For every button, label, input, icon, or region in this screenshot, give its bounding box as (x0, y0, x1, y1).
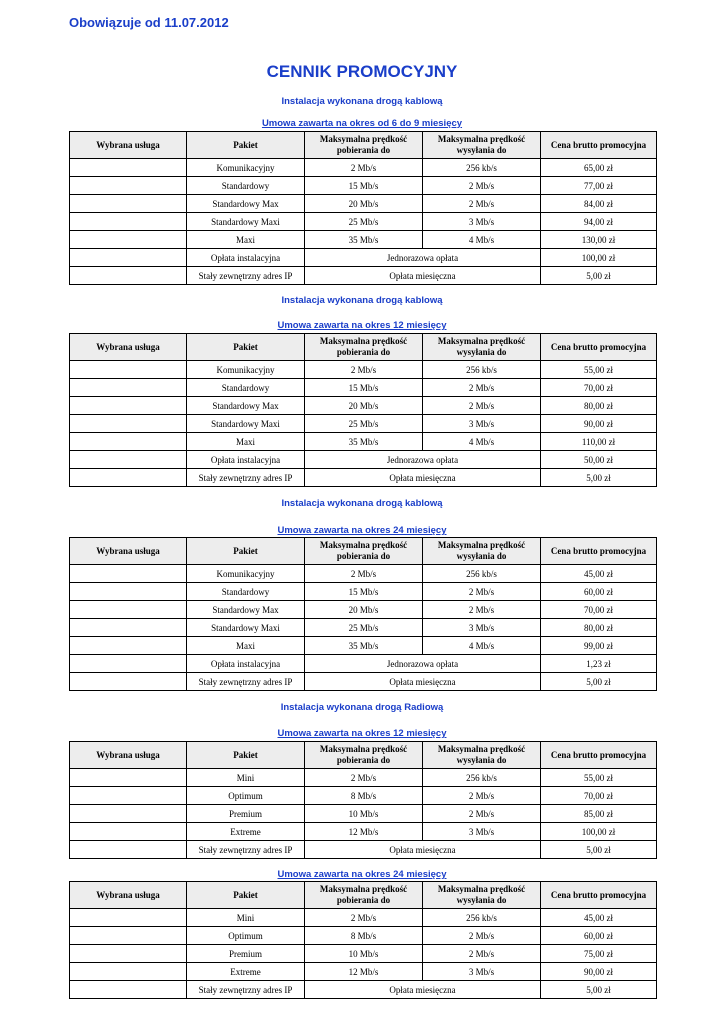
contract-period-heading: Umowa zawarta na okres 12 miesięcy (277, 320, 447, 331)
upload-speed: 256 kb/s (423, 565, 541, 583)
table-row (70, 927, 657, 945)
service-checkbox-cell[interactable] (70, 655, 187, 673)
package-name: Mini (187, 769, 305, 787)
package-name: Standardowy Maxi (187, 415, 305, 433)
package-name: Standardowy Max (187, 397, 305, 415)
table-row (70, 249, 657, 267)
column-header: Maksymalna prędkość wysyłania do (423, 882, 541, 909)
download-speed: 35 Mb/s (305, 433, 423, 451)
package-name: Stały zewnętrzny adres IP (187, 267, 305, 285)
fee-type: Opłata miesięczna (305, 841, 541, 859)
table-row (70, 673, 657, 691)
service-checkbox-cell[interactable] (70, 637, 187, 655)
package-name: Komunikacyjny (187, 361, 305, 379)
package-name: Maxi (187, 231, 305, 249)
contract-period-heading: Umowa zawarta na okres 24 miesięcy (277, 869, 447, 880)
package-name: Optimum (187, 927, 305, 945)
column-header: Maksymalna prędkość wysyłania do (423, 538, 541, 565)
download-speed: 2 Mb/s (305, 565, 423, 583)
promo-price: 70,00 zł (541, 787, 657, 805)
fee-type: Jednorazowa opłata (305, 655, 541, 673)
table-row (70, 195, 657, 213)
download-speed: 25 Mb/s (305, 213, 423, 231)
promo-price: 1,23 zł (541, 655, 657, 673)
service-checkbox-cell[interactable] (70, 823, 187, 841)
table-row (70, 841, 657, 859)
table-row (70, 379, 657, 397)
download-speed: 35 Mb/s (305, 231, 423, 249)
package-name: Maxi (187, 433, 305, 451)
fee-type: Opłata miesięczna (305, 267, 541, 285)
promo-price: 60,00 zł (541, 583, 657, 601)
upload-speed: 2 Mb/s (423, 927, 541, 945)
service-checkbox-cell[interactable] (70, 805, 187, 823)
promo-price: 70,00 zł (541, 379, 657, 397)
service-checkbox-cell[interactable] (70, 787, 187, 805)
upload-speed: 2 Mb/s (423, 397, 541, 415)
upload-speed: 2 Mb/s (423, 177, 541, 195)
contract-period-heading: Umowa zawarta na okres od 6 do 9 miesięcy (261, 118, 463, 129)
download-speed: 15 Mb/s (305, 177, 423, 195)
download-speed: 10 Mb/s (305, 805, 423, 823)
service-checkbox-cell[interactable] (70, 361, 187, 379)
column-header: Cena brutto promocyjna (541, 742, 657, 769)
upload-speed: 2 Mb/s (423, 379, 541, 397)
package-name: Stały zewnętrzny adres IP (187, 469, 305, 487)
installation-heading: Instalacja wykonana drogą kablową (281, 498, 443, 509)
upload-speed: 256 kb/s (423, 361, 541, 379)
table-row (70, 397, 657, 415)
table-row (70, 433, 657, 451)
contract-period-heading: Umowa zawarta na okres 12 miesięcy (277, 728, 447, 739)
table-row (70, 601, 657, 619)
upload-speed: 256 kb/s (423, 769, 541, 787)
column-header: Pakiet (187, 742, 305, 769)
promo-price: 5,00 zł (541, 469, 657, 487)
package-name: Optimum (187, 787, 305, 805)
promo-price: 70,00 zł (541, 601, 657, 619)
effective-date: Obowiązuje od 11.07.2012 (69, 15, 229, 30)
price-table (69, 741, 657, 859)
service-checkbox-cell[interactable] (70, 213, 187, 231)
service-checkbox-cell[interactable] (70, 769, 187, 787)
column-header: Maksymalna prędkość pobierania do (305, 334, 423, 361)
service-checkbox-cell[interactable] (70, 451, 187, 469)
upload-speed: 4 Mb/s (423, 637, 541, 655)
upload-speed: 3 Mb/s (423, 213, 541, 231)
upload-speed: 2 Mb/s (423, 601, 541, 619)
service-checkbox-cell[interactable] (70, 249, 187, 267)
column-header: Maksymalna prędkość pobierania do (305, 742, 423, 769)
service-checkbox-cell[interactable] (70, 565, 187, 583)
promo-price: 50,00 zł (541, 451, 657, 469)
package-name: Premium (187, 805, 305, 823)
column-header: Maksymalna prędkość wysyłania do (423, 742, 541, 769)
upload-speed: 2 Mb/s (423, 787, 541, 805)
package-name: Standardowy (187, 379, 305, 397)
download-speed: 15 Mb/s (305, 379, 423, 397)
package-name: Mini (187, 909, 305, 927)
promo-price: 5,00 zł (541, 267, 657, 285)
service-checkbox-cell[interactable] (70, 673, 187, 691)
table-row (70, 769, 657, 787)
promo-price: 60,00 zł (541, 927, 657, 945)
column-header: Maksymalna prędkość pobierania do (305, 132, 423, 159)
service-checkbox-cell[interactable] (70, 469, 187, 487)
fee-type: Opłata miesięczna (305, 469, 541, 487)
package-name: Stały zewnętrzny adres IP (187, 981, 305, 999)
column-header: Pakiet (187, 538, 305, 565)
upload-speed: 3 Mb/s (423, 619, 541, 637)
promo-price: 45,00 zł (541, 909, 657, 927)
column-header: Pakiet (187, 132, 305, 159)
column-header: Cena brutto promocyjna (541, 334, 657, 361)
promo-price: 110,00 zł (541, 433, 657, 451)
column-header: Pakiet (187, 334, 305, 361)
service-checkbox-cell[interactable] (70, 415, 187, 433)
table-header-row (70, 742, 657, 769)
column-header: Maksymalna prędkość pobierania do (305, 538, 423, 565)
fee-type: Jednorazowa opłata (305, 451, 541, 469)
download-speed: 15 Mb/s (305, 583, 423, 601)
fee-type: Jednorazowa opłata (305, 249, 541, 267)
column-header: Maksymalna prędkość pobierania do (305, 882, 423, 909)
download-speed: 12 Mb/s (305, 963, 423, 981)
table-row (70, 231, 657, 249)
price-table (69, 333, 657, 487)
promo-price: 80,00 zł (541, 397, 657, 415)
package-name: Opłata instalacyjna (187, 655, 305, 673)
table-row (70, 267, 657, 285)
upload-speed: 3 Mb/s (423, 823, 541, 841)
table-row (70, 963, 657, 981)
service-checkbox-cell[interactable] (70, 267, 187, 285)
table-row (70, 655, 657, 673)
promo-price: 94,00 zł (541, 213, 657, 231)
table-row (70, 637, 657, 655)
table-row (70, 361, 657, 379)
table-row (70, 909, 657, 927)
download-speed: 20 Mb/s (305, 601, 423, 619)
service-checkbox-cell[interactable] (70, 177, 187, 195)
column-header: Wybrana usługa (70, 538, 187, 565)
upload-speed: 2 Mb/s (423, 195, 541, 213)
promo-price: 5,00 zł (541, 981, 657, 999)
download-speed: 20 Mb/s (305, 195, 423, 213)
package-name: Standardowy Max (187, 601, 305, 619)
table-row (70, 945, 657, 963)
service-checkbox-cell[interactable] (70, 945, 187, 963)
download-speed: 2 Mb/s (305, 769, 423, 787)
column-header: Wybrana usługa (70, 132, 187, 159)
package-name: Standardowy Maxi (187, 619, 305, 637)
service-checkbox-cell[interactable] (70, 159, 187, 177)
column-header: Pakiet (187, 882, 305, 909)
upload-speed: 4 Mb/s (423, 231, 541, 249)
fee-type: Opłata miesięczna (305, 673, 541, 691)
upload-speed: 2 Mb/s (423, 945, 541, 963)
promo-price: 77,00 zł (541, 177, 657, 195)
service-checkbox-cell[interactable] (70, 397, 187, 415)
installation-heading: Instalacja wykonana drogą kablową (281, 295, 443, 306)
table-row (70, 177, 657, 195)
column-header: Maksymalna prędkość wysyłania do (423, 132, 541, 159)
package-name: Extreme (187, 823, 305, 841)
promo-price: 90,00 zł (541, 415, 657, 433)
table-row (70, 415, 657, 433)
promo-price: 55,00 zł (541, 361, 657, 379)
installation-heading: Instalacja wykonana drogą Radiową (280, 702, 444, 713)
table-row (70, 787, 657, 805)
price-table (69, 881, 657, 999)
package-name: Standardowy (187, 177, 305, 195)
table-row (70, 159, 657, 177)
download-speed: 25 Mb/s (305, 619, 423, 637)
upload-speed: 3 Mb/s (423, 963, 541, 981)
column-header: Maksymalna prędkość wysyłania do (423, 334, 541, 361)
table-row (70, 469, 657, 487)
package-name: Opłata instalacyjna (187, 249, 305, 267)
table-header-row (70, 334, 657, 361)
table-row (70, 619, 657, 637)
promo-price: 100,00 zł (541, 249, 657, 267)
download-speed: 2 Mb/s (305, 159, 423, 177)
column-header: Cena brutto promocyjna (541, 882, 657, 909)
package-name: Opłata instalacyjna (187, 451, 305, 469)
column-header: Wybrana usługa (70, 882, 187, 909)
package-name: Extreme (187, 963, 305, 981)
column-header: Wybrana usługa (70, 742, 187, 769)
table-header-row (70, 538, 657, 565)
upload-speed: 256 kb/s (423, 159, 541, 177)
service-checkbox-cell[interactable] (70, 841, 187, 859)
package-name: Standardowy Maxi (187, 213, 305, 231)
promo-price: 55,00 zł (541, 769, 657, 787)
service-checkbox-cell[interactable] (70, 927, 187, 945)
service-checkbox-cell[interactable] (70, 433, 187, 451)
promo-price: 85,00 zł (541, 805, 657, 823)
table-row (70, 213, 657, 231)
promo-price: 5,00 zł (541, 841, 657, 859)
service-checkbox-cell[interactable] (70, 909, 187, 927)
download-speed: 12 Mb/s (305, 823, 423, 841)
promo-price: 84,00 zł (541, 195, 657, 213)
price-table (69, 537, 657, 691)
column-header: Cena brutto promocyjna (541, 132, 657, 159)
page-title: CENNIK PROMOCYJNY (266, 62, 458, 81)
service-checkbox-cell[interactable] (70, 379, 187, 397)
download-speed: 8 Mb/s (305, 787, 423, 805)
contract-period-heading: Umowa zawarta na okres 24 miesięcy (277, 525, 447, 536)
price-table (69, 131, 657, 285)
table-row (70, 805, 657, 823)
service-checkbox-cell[interactable] (70, 981, 187, 999)
promo-price: 80,00 zł (541, 619, 657, 637)
service-checkbox-cell[interactable] (70, 195, 187, 213)
download-speed: 20 Mb/s (305, 397, 423, 415)
fee-type: Opłata miesięczna (305, 981, 541, 999)
package-name: Stały zewnętrzny adres IP (187, 673, 305, 691)
table-row (70, 823, 657, 841)
column-header: Wybrana usługa (70, 334, 187, 361)
upload-speed: 3 Mb/s (423, 415, 541, 433)
promo-price: 65,00 zł (541, 159, 657, 177)
table-row (70, 565, 657, 583)
promo-price: 45,00 zł (541, 565, 657, 583)
download-speed: 8 Mb/s (305, 927, 423, 945)
table-header-row (70, 132, 657, 159)
package-name: Maxi (187, 637, 305, 655)
package-name: Komunikacyjny (187, 159, 305, 177)
promo-price: 99,00 zł (541, 637, 657, 655)
service-checkbox-cell[interactable] (70, 583, 187, 601)
upload-speed: 2 Mb/s (423, 805, 541, 823)
package-name: Stały zewnętrzny adres IP (187, 841, 305, 859)
service-checkbox-cell[interactable] (70, 619, 187, 637)
service-checkbox-cell[interactable] (70, 963, 187, 981)
service-checkbox-cell[interactable] (70, 601, 187, 619)
upload-speed: 2 Mb/s (423, 583, 541, 601)
table-row (70, 451, 657, 469)
promo-price: 100,00 zł (541, 823, 657, 841)
promo-price: 130,00 zł (541, 231, 657, 249)
package-name: Komunikacyjny (187, 565, 305, 583)
package-name: Premium (187, 945, 305, 963)
column-header: Cena brutto promocyjna (541, 538, 657, 565)
download-speed: 35 Mb/s (305, 637, 423, 655)
table-row (70, 583, 657, 601)
service-checkbox-cell[interactable] (70, 231, 187, 249)
download-speed: 10 Mb/s (305, 945, 423, 963)
package-name: Standardowy (187, 583, 305, 601)
upload-speed: 256 kb/s (423, 909, 541, 927)
table-row (70, 981, 657, 999)
promo-price: 75,00 zł (541, 945, 657, 963)
upload-speed: 4 Mb/s (423, 433, 541, 451)
package-name: Standardowy Max (187, 195, 305, 213)
table-header-row (70, 882, 657, 909)
download-speed: 2 Mb/s (305, 361, 423, 379)
promo-price: 5,00 zł (541, 673, 657, 691)
promo-price: 90,00 zł (541, 963, 657, 981)
installation-heading: Instalacja wykonana drogą kablową (281, 96, 443, 107)
download-speed: 25 Mb/s (305, 415, 423, 433)
download-speed: 2 Mb/s (305, 909, 423, 927)
